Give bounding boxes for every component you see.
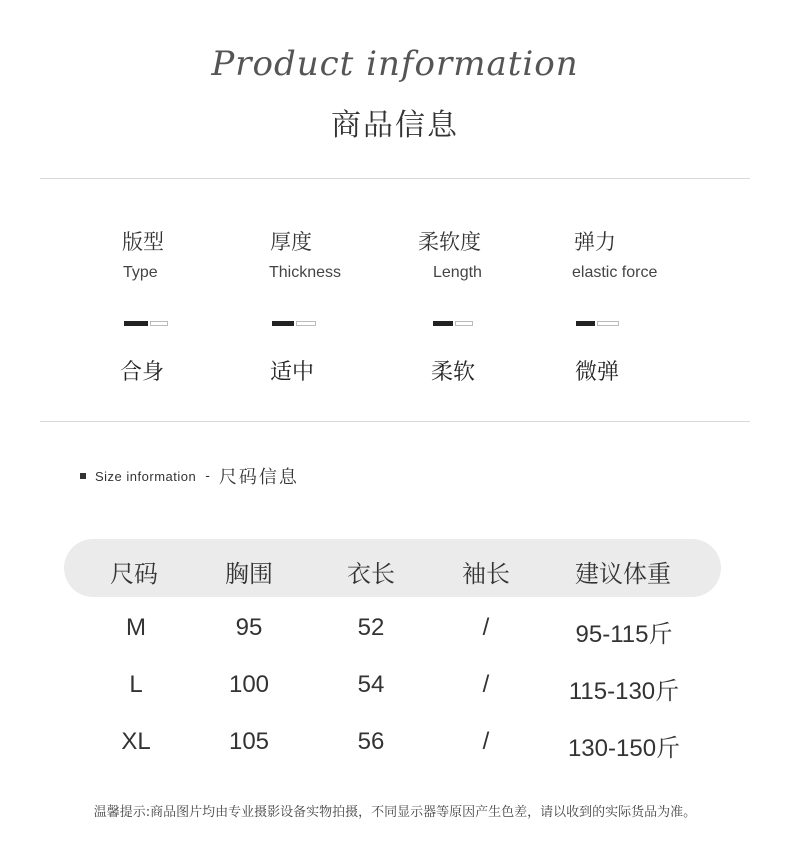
attr-elasticity-level-track (597, 321, 619, 326)
attr-thickness-level-fill (272, 321, 294, 326)
size-table-header-size: 尺码 (110, 560, 158, 588)
table-cell-length: 54 (357, 671, 385, 698)
table-cell-sleeve: / (482, 671, 490, 698)
attr-type-label-en: Type (123, 264, 158, 281)
title-english: Product information (211, 44, 579, 84)
attr-thickness-value: 适中 (270, 360, 315, 385)
attr-type-level-indicator (124, 321, 168, 326)
table-cell-chest: 100 (228, 671, 270, 698)
attr-thickness-level-indicator (272, 321, 316, 326)
size-information-separator: - (205, 468, 210, 484)
divider-top (40, 178, 750, 179)
table-cell-size: L (129, 671, 143, 698)
attr-softness-value: 柔软 (431, 360, 476, 385)
attr-type-level-track (150, 321, 168, 326)
divider-middle (40, 421, 750, 422)
table-cell-length: 52 (357, 614, 385, 641)
attr-thickness-label-en: Thickness (269, 264, 342, 281)
attr-thickness-label-cn: 厚度 (270, 230, 312, 254)
size-table-header-sleeve: 袖长 (462, 560, 510, 588)
table-cell-size: M (126, 614, 146, 641)
attr-type-value: 合身 (120, 360, 165, 385)
footer-disclaimer: 温馨提示:商品图片均由专业摄影设备实物拍摄，不同显示器等原因产生色差，请以收到的实际货品为准。 (93, 805, 697, 820)
title-chinese: 商品信息 (331, 108, 459, 143)
bullet-square-icon (80, 473, 86, 479)
table-cell-chest: 105 (228, 728, 270, 755)
attr-softness-level-indicator (433, 321, 473, 326)
attr-elasticity-value: 微弹 (575, 360, 620, 385)
attr-softness-label-cn: 柔软度 (418, 230, 481, 254)
attr-elasticity-label-cn: 弹力 (574, 230, 616, 254)
attr-type-level-fill (124, 321, 148, 326)
attr-softness-level-track (455, 321, 473, 326)
size-information-label-en: Size information (95, 468, 197, 484)
table-cell-sleeve: / (482, 614, 490, 641)
size-information-heading (80, 463, 299, 489)
attr-elasticity-level-fill (576, 321, 595, 326)
table-cell-weight: 115-130斤 (568, 678, 680, 705)
size-table-header-chest: 胸围 (225, 560, 273, 588)
size-table-header-length: 衣长 (347, 560, 395, 588)
attr-thickness-level-track (296, 321, 316, 326)
attr-elasticity-level-indicator (576, 321, 619, 326)
table-cell-size: XL (121, 728, 151, 755)
table-cell-weight: 130-150斤 (567, 735, 681, 762)
attr-elasticity-label-en: elastic force (572, 264, 658, 281)
table-cell-length: 56 (357, 728, 385, 755)
attr-softness-level-fill (433, 321, 453, 326)
table-cell-chest: 95 (235, 614, 263, 641)
table-cell-weight: 95-115斤 (575, 621, 673, 648)
attr-type-label-cn: 版型 (122, 230, 164, 254)
table-cell-sleeve: / (482, 728, 490, 755)
size-table-header-weight: 建议体重 (575, 560, 671, 588)
size-information-label-cn: 尺码信息 (218, 467, 299, 488)
attr-softness-label-en: Length (433, 264, 482, 281)
